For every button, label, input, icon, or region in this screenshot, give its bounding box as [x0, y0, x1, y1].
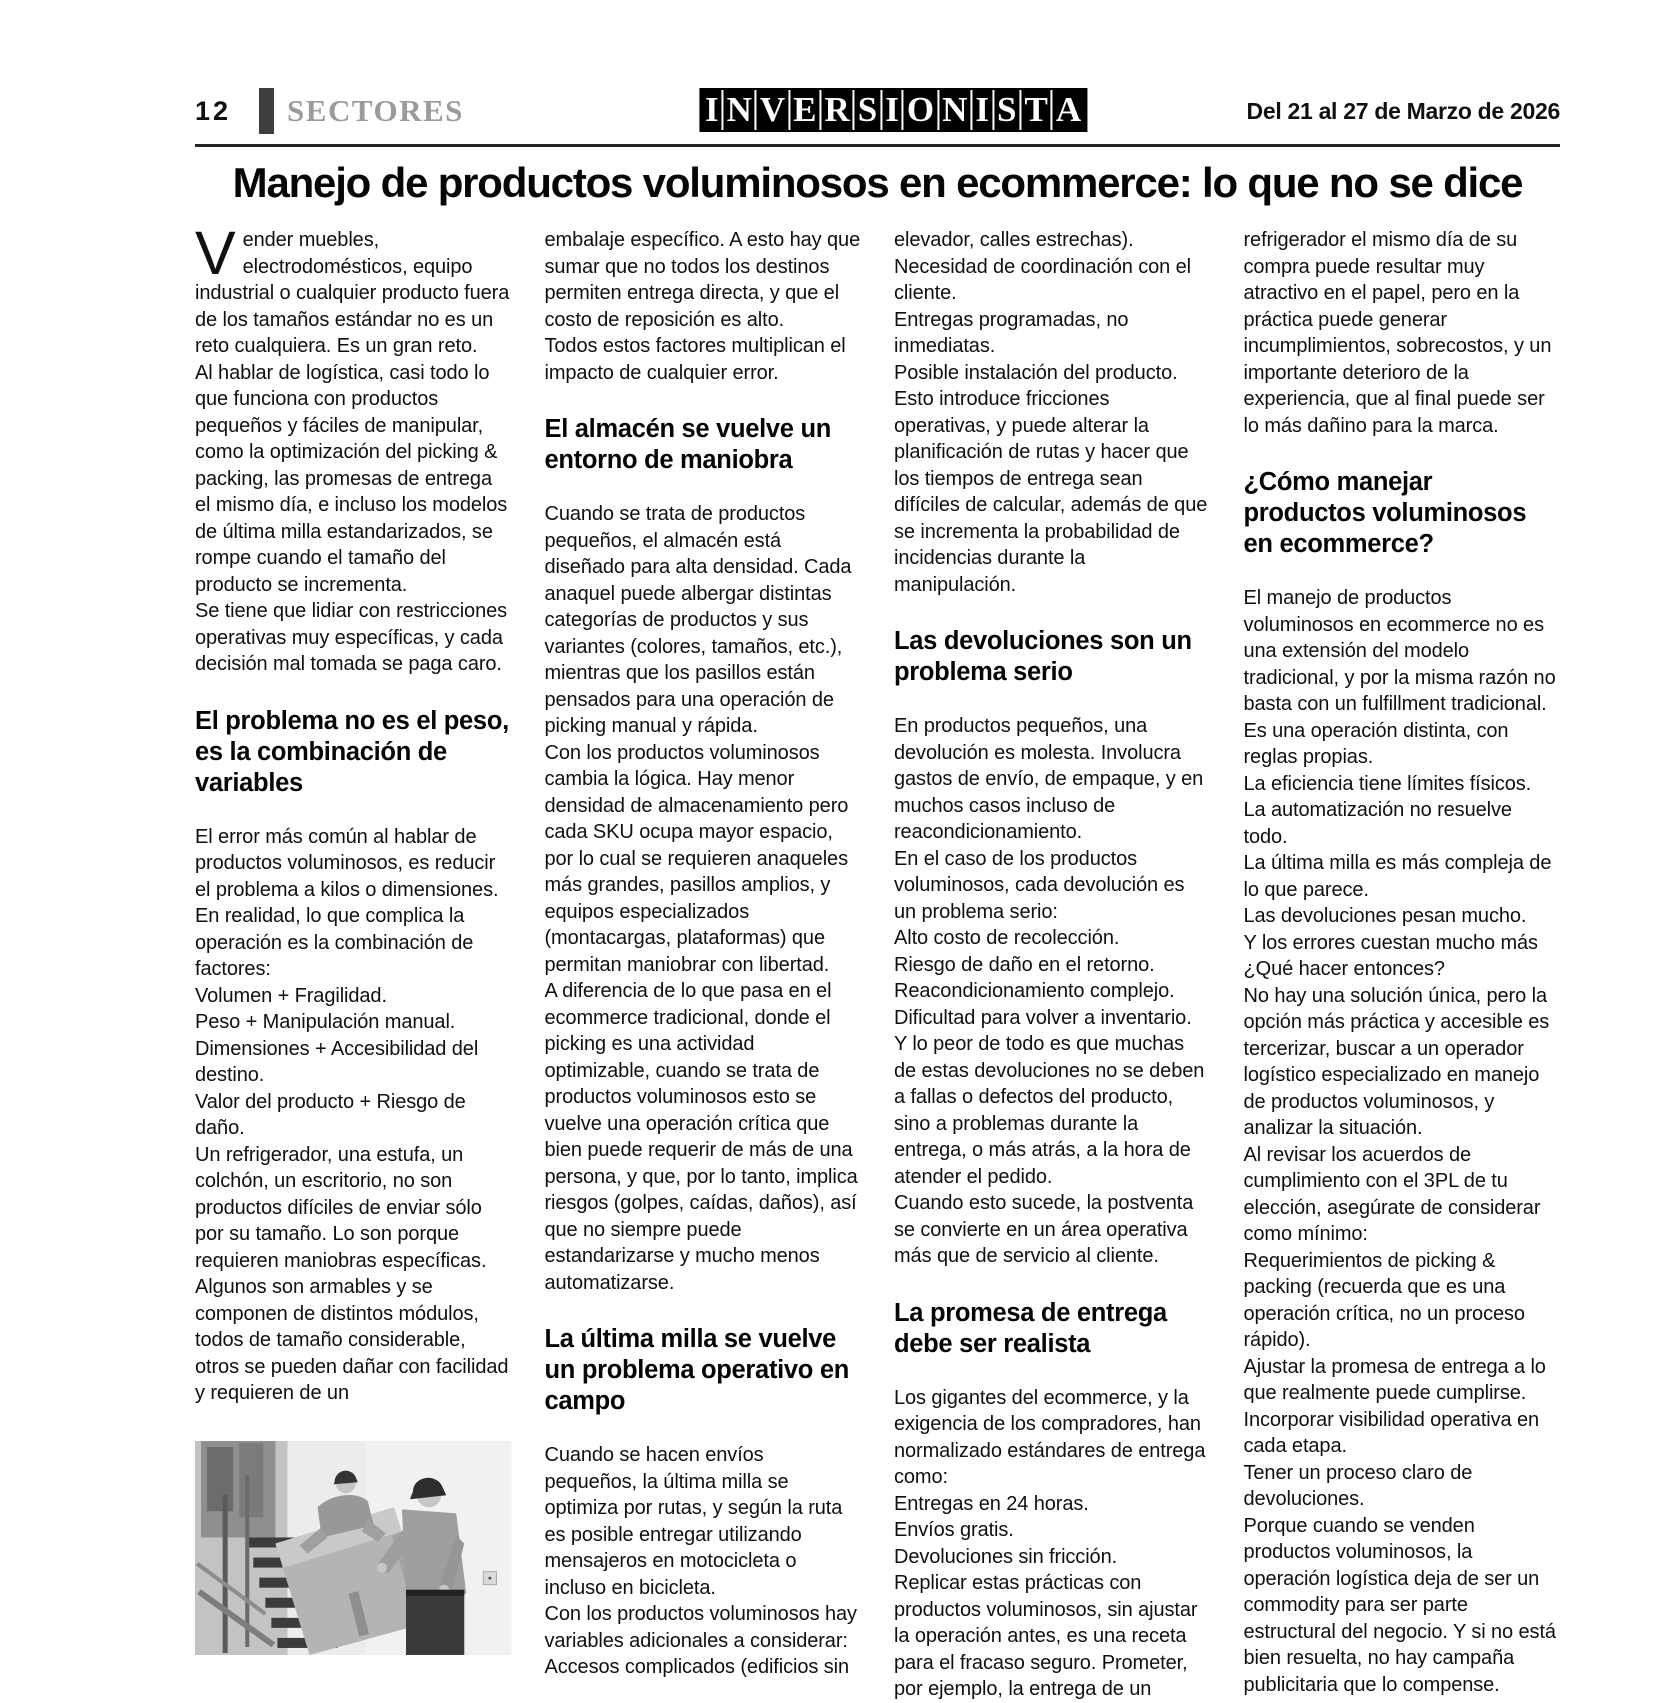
article-paragraph: Un refrigerador, una estufa, un colchón, un escritorio, no son productos difíciles de enviar sólo por su tamaño. Lo son porque requieren maniobras específicas. Algunos son armables y se componen de distintos módulos, todos de tamaño considerable, otros se pueden dañar con facilidad y requieren de un	[195, 1143, 509, 1404]
article-paragraph: Al hablar de logística, casi todo lo que funciona con productos pequeños y fáciles de manipular, como la optimización del picking & packing, las promesas de entrega el mismo día, e incluso los modelos de última milla estandarizados, se rompe cuando el tamaño del producto se incrementa.	[195, 361, 508, 596]
article-paragraph: El manejo de productos voluminosos en ecommerce no es una extensión del modelo tradicional, y por la misma razón no basta con un fulfillment tradicional.	[1243, 587, 1556, 715]
article-paragraph: Envíos gratis.	[894, 1519, 1014, 1541]
article-paragraph: La eficiencia tiene límites físicos.	[1243, 772, 1532, 795]
article-paragraph: Reacondicionamiento complejo.	[894, 980, 1175, 1002]
article-paragraph: Posible instalación del producto.	[894, 361, 1178, 384]
issue-date: Del 21 al 27 de Marzo de 2026	[1246, 97, 1560, 124]
article-paragraph: Entregas programadas, no inmediatas.	[894, 308, 1129, 357]
masthead-letter: E	[790, 90, 821, 130]
article-paragraph: Con los productos voluminosos hay variables adicionales a considerar:	[544, 1603, 857, 1652]
page-header	[195, 86, 1560, 136]
article-paragraph: Alto costo de recolección.	[894, 927, 1120, 949]
article-paragraph: El error más común al hablar de productos voluminosos, es reducir el problema a kilos o dimensiones.	[195, 825, 499, 901]
article-paragraph: Esto introduce fricciones operativas, y puede alterar la planificación de rutas y hacer que los tiempos de entrega sean difíciles de calcular, además de que se incrementa la probabilidad de incidencias durante la manipulación.	[894, 388, 1208, 596]
masthead-letter: N	[939, 90, 972, 130]
article-paragraph: Con los productos voluminosos cambia la lógica. Hay menor densidad de almacenamiento pero cada SKU ocupa mayor espacio, por lo cual se requieren anaqueles más grandes, pasillos amplios, y equipos especializados (montacargas, plataformas) que permitan maniobrar con libertad.	[544, 741, 849, 976]
article-paragraph: Es una operación distinta, con reglas propias.	[1243, 719, 1509, 768]
article-column-1	[195, 219, 512, 1703]
article-paragraph: Tener un proceso claro de devoluciones.	[1243, 1461, 1473, 1510]
article-subhead: El problema no es el peso, es la combinación de variables	[195, 706, 509, 797]
article-paragraph: Volumen + Fragilidad.	[195, 984, 387, 1007]
article-paragraph: Vender muebles, electrodomésticos, equipo industrial o cualquier producto fuera de los tamaños estándar no es un reto cualquiera. Es un gran reto.	[195, 219, 510, 357]
masthead-letter: A	[1055, 90, 1082, 129]
article-paragraph: Replicar estas prácticas con productos voluminosos, sin ajustar la operación antes, es una receta para el fracaso seguro. Prometer, por ejemplo, la entrega de un	[894, 1572, 1198, 1700]
masthead-letter: S	[994, 90, 1021, 130]
article-paragraph: Requerimientos de picking & packing (recuerda que es una operación crítica, no un proceso rápido).	[1243, 1249, 1525, 1351]
article-paragraph: elevador, calles estrechas).	[894, 229, 1134, 251]
article-column-3	[894, 227, 1211, 1703]
article-paragraph: En el caso de los productos voluminosos, cada devolución es un problema serio:	[894, 847, 1185, 923]
article-paragraph: Todos estos factores multiplican el impacto de cualquier error.	[544, 335, 846, 384]
article-paragraph: Entregas en 24 horas.	[894, 1492, 1089, 1515]
article-paragraph: A diferencia de lo que pasa en el ecommerce tradicional, donde el picking es una actividad optimizable, cuando se trata de productos voluminosos esto se vuelve una operación crítica que bien puede requerir de más de una persona, y que, por lo tanto, implica riesgos (golpes, caídas, daños), así que no siempre puede estandarizarse y mucho menos automatizarse.	[544, 980, 858, 1294]
article-subhead: La última milla se vuelve un problema operativo en campo	[544, 1325, 850, 1415]
article-paragraph: ¿Qué hacer entonces?	[1243, 958, 1445, 980]
article-paragraph: Dificultad para volver a inventario.	[894, 1006, 1192, 1029]
masthead-letter: N	[724, 90, 757, 130]
masthead-letter: I	[702, 90, 724, 130]
article-paragraph: Riesgo de daño en el retorno.	[894, 953, 1155, 976]
delivery-photo-illustration	[195, 1441, 512, 1655]
article-photo	[195, 1441, 512, 1655]
article-paragraph: La última milla es más compleja de lo que parece.	[1243, 852, 1552, 901]
article-paragraph: En realidad, lo que complica la operación es la combinación de factores:	[195, 905, 474, 980]
article-paragraph: Valor del producto + Riesgo de daño.	[195, 1090, 466, 1139]
masthead-letter: R	[821, 90, 854, 130]
header-rule	[195, 144, 1560, 147]
article-paragraph: Dimensiones + Accesibilidad del destino.	[195, 1037, 479, 1086]
article-columns	[195, 219, 1560, 1703]
section-title: SECTORES	[287, 93, 464, 128]
article-paragraph: Y los errores cuestan mucho más	[1243, 931, 1538, 954]
masthead-letter: O	[904, 90, 939, 130]
article-paragraph: Necesidad de coordinación con el cliente.	[894, 255, 1191, 304]
article-paragraph: Ajustar la promesa de entrega a lo que realmente puede cumplirse.	[1243, 1355, 1546, 1404]
article-paragraph: Incorporar visibilidad operativa en cada etapa.	[1243, 1408, 1540, 1457]
article-headline: Manejo de productos voluminosos en ecommerce: lo que no se dice	[232, 159, 1523, 206]
article-paragraph: Cuando se hacen envíos pequeños, la última milla se optimiza por rutas, y según la ruta es posible entregar utilizando mensajeros en motocicleta o incluso en bicicleta.	[544, 1444, 843, 1599]
article-subhead: El almacén se vuelve un entorno de maniobra	[544, 415, 831, 474]
article-paragraph: Accesos complicados (edificios sin	[544, 1656, 850, 1678]
article-subhead: La promesa de entrega debe ser realista	[894, 1298, 1167, 1358]
page-number: 12	[195, 95, 232, 126]
article-paragraph: Los gigantes del ecommerce, y la exigencia de los compradores, han normalizado estándares de entrega como:	[894, 1386, 1206, 1488]
article-paragraph: Cuando esto sucede, la postventa se convierte en un área operativa más que de servicio al cliente.	[894, 1192, 1194, 1267]
masthead-letter: V	[757, 90, 790, 130]
masthead-letter: S	[855, 90, 882, 130]
article-paragraph: Cuando se trata de productos pequeños, el almacén está diseñado para alta densidad. Cada anaquel puede albergar distintas categorías de productos y sus variantes (colores, tamaños, etc.), mientras que los pasillos están pensados para una operación de picking manual y rápida.	[544, 503, 852, 737]
article-paragraph: refrigerador el mismo día de su compra puede resultar muy atractivo en el papel, pero en la práctica puede generar incumplimientos, sobrecostos, y un importante deterioro de la experiencia, que al final puede ser lo más dañino para la marca.	[1243, 229, 1552, 437]
masthead-letter: I	[972, 90, 994, 130]
newspaper-masthead	[699, 88, 1087, 132]
article-paragraph: Devoluciones sin fricción.	[894, 1545, 1118, 1568]
article-paragraph: Peso + Manipulación manual.	[195, 1011, 456, 1033]
article-paragraph: La automatización no resuelve todo.	[1243, 799, 1512, 848]
article-paragraph: embalaje específico. A esto hay que sumar que no todos los destinos permiten entrega directa, y que el costo de reposición es alto.	[544, 229, 861, 331]
article-subhead: Las devoluciones son un problema serio	[894, 627, 1192, 686]
article-paragraph: Y lo peor de todo es que muchas de estas devoluciones no se deben a fallas o defectos del producto, sino a problemas durante la entrega, o más atrás, a la hora de atender el pedido.	[894, 1033, 1205, 1188]
article-paragraph: En productos pequeños, una devolución es molesta. Involucra gastos de envío, de empaque, y en muchos casos incluso de reacondicionamiento.	[894, 715, 1204, 843]
section-divider-bar	[259, 88, 274, 134]
article-paragraph: No hay una solución única, pero la opción más práctica y accesible es tercerizar, buscar a un operador logístico especializado en manejo de productos voluminosos, y analizar la situación.	[1243, 984, 1550, 1139]
masthead-letter: T	[1021, 90, 1052, 130]
article-column-2	[545, 227, 862, 1703]
article-paragraph: Se tiene que lidiar con restricciones operativas muy específicas, y cada decisión mal tomada se paga caro.	[195, 600, 508, 675]
article-paragraph: Porque cuando se venden productos voluminosos, la operación logística deja de ser un commodity para ser parte estructural del negocio. Y si no está bien resuelta, no hay campaña publicitaria que lo compense.	[1243, 1514, 1556, 1696]
article-paragraph: Las devoluciones pesan mucho.	[1243, 905, 1527, 927]
article-subhead: ¿Cómo manejar productos voluminosos en ecommerce?	[1243, 468, 1527, 558]
drop-cap: V	[195, 219, 236, 287]
masthead-letter: I	[882, 90, 904, 130]
article-paragraph: Al revisar los acuerdos de cumplimiento con el 3PL de tu elección, asegúrate de considerar como mínimo:	[1243, 1143, 1541, 1245]
article-column-4	[1244, 227, 1561, 1703]
